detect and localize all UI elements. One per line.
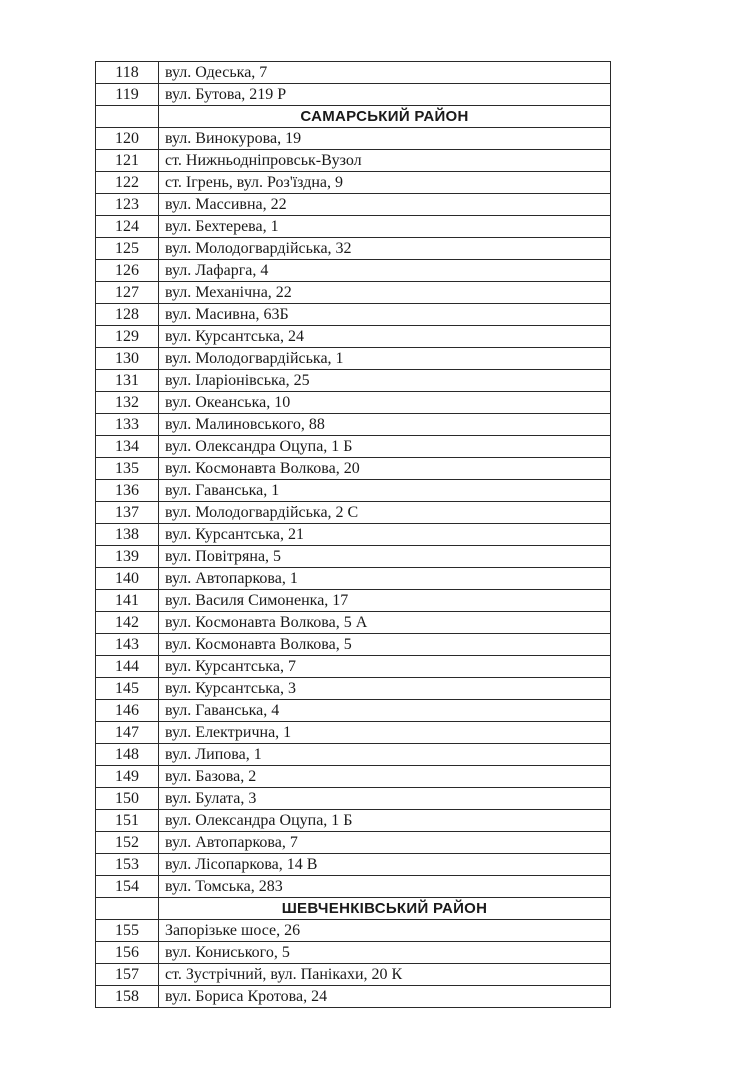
row-number: 149 [96, 766, 159, 788]
row-number: 144 [96, 656, 159, 678]
table-row [96, 172, 611, 194]
row-address: вул. Лафарга, 4 [159, 260, 611, 282]
row-number: 120 [96, 128, 159, 150]
row-address: вул. Бутова, 219 Р [159, 84, 611, 106]
table-row [96, 370, 611, 392]
table-row [96, 788, 611, 810]
table-row [96, 634, 611, 656]
row-address: вул. Космонавта Волкова, 5 [159, 634, 611, 656]
table-row [96, 964, 611, 986]
row-number: 141 [96, 590, 159, 612]
table-row [96, 62, 611, 84]
table-row [96, 326, 611, 348]
row-address: ст. Зустрічний, вул. Панікахи, 20 К [159, 964, 611, 986]
row-address: вул. Автопаркова, 1 [159, 568, 611, 590]
row-number: 135 [96, 458, 159, 480]
row-address: ст. Нижньодніпровськ-Вузол [159, 150, 611, 172]
table-row [96, 414, 611, 436]
row-number: 134 [96, 436, 159, 458]
table-row [96, 986, 611, 1008]
row-number: 142 [96, 612, 159, 634]
row-number: 131 [96, 370, 159, 392]
row-address: вул. Космонавта Волкова, 20 [159, 458, 611, 480]
table-row [96, 590, 611, 612]
row-number: 130 [96, 348, 159, 370]
table-row [96, 832, 611, 854]
row-number: 155 [96, 920, 159, 942]
row-number: 150 [96, 788, 159, 810]
row-address: ст. Ігрень, вул. Роз'їздна, 9 [159, 172, 611, 194]
row-address: вул. Винокурова, 19 [159, 128, 611, 150]
row-address: вул. Бориса Кротова, 24 [159, 986, 611, 1008]
row-number: 147 [96, 722, 159, 744]
row-address: вул. Молодогвардійська, 2 С [159, 502, 611, 524]
row-number: 139 [96, 546, 159, 568]
row-address: вул. Василя Симоненка, 17 [159, 590, 611, 612]
row-address: вул. Олександра Оцупа, 1 Б [159, 810, 611, 832]
row-address: вул. Олександра Оцупа, 1 Б [159, 436, 611, 458]
table-row [96, 942, 611, 964]
row-address: вул. Курсантська, 3 [159, 678, 611, 700]
address-table [95, 61, 611, 1008]
district-name: ШЕВЧЕНКІВСЬКИЙ РАЙОН [159, 898, 611, 920]
row-address: вул. Кониського, 5 [159, 942, 611, 964]
row-address: вул. Гаванська, 4 [159, 700, 611, 722]
row-address: вул. Масивна, 63Б [159, 304, 611, 326]
table-row [96, 436, 611, 458]
row-number: 137 [96, 502, 159, 524]
row-number: 158 [96, 986, 159, 1008]
row-number: 138 [96, 524, 159, 546]
district-header-row [96, 898, 611, 920]
row-address: вул. Автопаркова, 7 [159, 832, 611, 854]
row-number: 123 [96, 194, 159, 216]
row-number: 154 [96, 876, 159, 898]
row-address: Запорізьке шосе, 26 [159, 920, 611, 942]
table-row [96, 656, 611, 678]
table-row [96, 304, 611, 326]
table-row [96, 612, 611, 634]
row-number: 118 [96, 62, 159, 84]
table-row [96, 810, 611, 832]
row-address: вул. Електрична, 1 [159, 722, 611, 744]
row-number: 119 [96, 84, 159, 106]
row-address: вул. Липова, 1 [159, 744, 611, 766]
row-number: 126 [96, 260, 159, 282]
table-row [96, 678, 611, 700]
table-row [96, 568, 611, 590]
row-number: 156 [96, 942, 159, 964]
row-address: вул. Курсантська, 7 [159, 656, 611, 678]
row-address: вул. Лісопаркова, 14 В [159, 854, 611, 876]
table-row [96, 546, 611, 568]
row-address: вул. Курсантська, 24 [159, 326, 611, 348]
table-row [96, 216, 611, 238]
row-number: 151 [96, 810, 159, 832]
table-row [96, 392, 611, 414]
district-header-row [96, 106, 611, 128]
row-address: вул. Базова, 2 [159, 766, 611, 788]
table-row [96, 744, 611, 766]
table-row [96, 128, 611, 150]
row-number: 133 [96, 414, 159, 436]
row-address: вул. Гаванська, 1 [159, 480, 611, 502]
table-row [96, 766, 611, 788]
row-number: 136 [96, 480, 159, 502]
row-address: вул. Іларіонівська, 25 [159, 370, 611, 392]
row-address: вул. Космонавта Волкова, 5 А [159, 612, 611, 634]
row-address: вул. Повітряна, 5 [159, 546, 611, 568]
row-address: вул. Малиновського, 88 [159, 414, 611, 436]
row-number: 121 [96, 150, 159, 172]
row-number: 127 [96, 282, 159, 304]
row-number: 157 [96, 964, 159, 986]
row-address: вул. Бехтерева, 1 [159, 216, 611, 238]
row-address: вул. Курсантська, 21 [159, 524, 611, 546]
row-number: 128 [96, 304, 159, 326]
district-name: САМАРСЬКИЙ РАЙОН [159, 106, 611, 128]
row-number: 129 [96, 326, 159, 348]
row-address: вул. Булата, 3 [159, 788, 611, 810]
row-number: 152 [96, 832, 159, 854]
table-row [96, 876, 611, 898]
row-number: 125 [96, 238, 159, 260]
row-number: 153 [96, 854, 159, 876]
row-number: 140 [96, 568, 159, 590]
table-row [96, 458, 611, 480]
row-number: 124 [96, 216, 159, 238]
row-number: 122 [96, 172, 159, 194]
row-address: вул. Механічна, 22 [159, 282, 611, 304]
table-row [96, 854, 611, 876]
address-table-body [96, 62, 611, 1008]
table-row [96, 480, 611, 502]
row-address: вул. Одеська, 7 [159, 62, 611, 84]
row-address: вул. Океанська, 10 [159, 392, 611, 414]
table-row [96, 524, 611, 546]
row-address: вул. Молодогвардійська, 32 [159, 238, 611, 260]
table-row [96, 150, 611, 172]
district-number-cell [96, 106, 159, 128]
table-row [96, 920, 611, 942]
table-row [96, 194, 611, 216]
row-number: 132 [96, 392, 159, 414]
district-number-cell [96, 898, 159, 920]
row-number: 148 [96, 744, 159, 766]
table-row [96, 238, 611, 260]
table-row [96, 282, 611, 304]
table-row [96, 722, 611, 744]
row-address: вул. Массивна, 22 [159, 194, 611, 216]
table-row [96, 502, 611, 524]
row-address: вул. Молодогвардійська, 1 [159, 348, 611, 370]
row-number: 143 [96, 634, 159, 656]
table-row [96, 700, 611, 722]
table-row [96, 348, 611, 370]
table-row [96, 84, 611, 106]
row-number: 145 [96, 678, 159, 700]
table-row [96, 260, 611, 282]
row-number: 146 [96, 700, 159, 722]
row-address: вул. Томська, 283 [159, 876, 611, 898]
